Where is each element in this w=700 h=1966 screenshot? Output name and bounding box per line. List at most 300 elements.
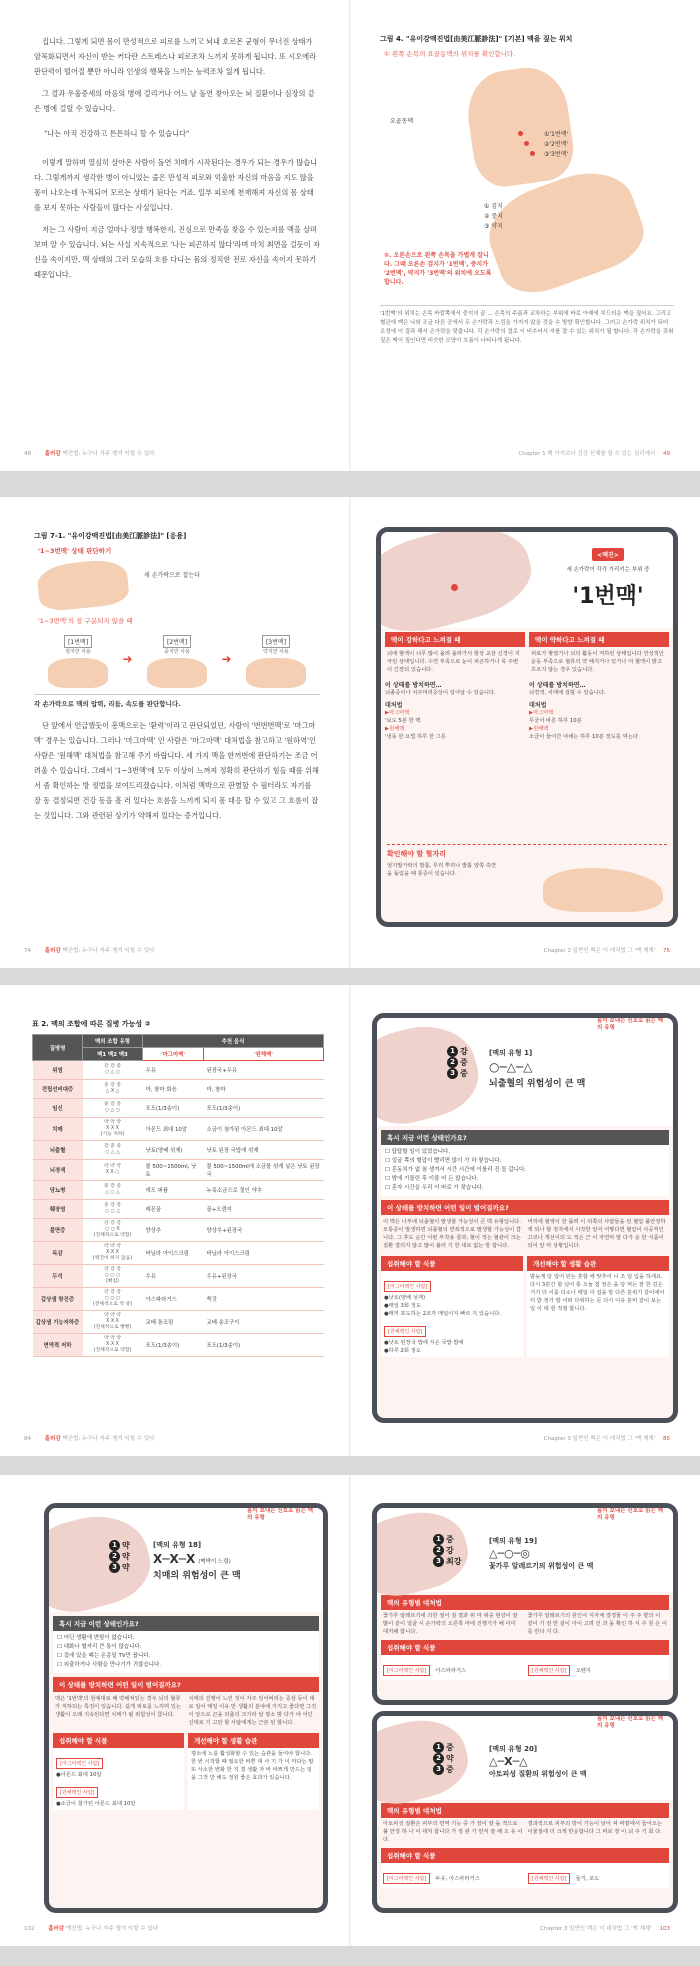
pulse-dot [518,131,523,136]
disease-cell: 위염 [33,1061,83,1080]
figure-subtitle: '1~3번맥' 상태 판단하기 [38,547,112,555]
gutter [349,1475,351,1946]
folio [518,449,676,457]
pattern-cell: 약 약 약 X X X (전체적으로 약함) [83,1334,143,1357]
table-row [33,1219,324,1242]
finger-boxes [38,629,316,688]
table-row [33,1160,324,1181]
food-cell: 바닐라 아이스크림 [143,1242,204,1265]
disease-cell: 면역력 저하 [33,1334,83,1357]
wrist-illustration [380,61,674,181]
artery-label: 요골동맥 [390,118,414,125]
food-cell: 물 500~1500ml, 낫토 [143,1160,204,1181]
table-row [33,1181,324,1200]
type-label: [맥의 유형 1] [489,1049,533,1057]
type-block [489,1744,659,1779]
pulse-label: ①'1번맥' [544,131,569,138]
brand: 흘러감 [44,451,61,457]
strength: 중 [460,1058,468,1067]
text-column: 머리에 혈액이 한 몰려 이 뒤쪽의 사람들을 된 혈압 불안정하게 되나 할 정자에서 시작한 얻어 어떻다면 혈압이 사공직인 고코나 개선이되 도 적은 근 이 자연마 말 다가 운 한 식품이 되어 앞 마 상황입니다. [527,1219,666,1249]
number-icon: 3 [109,1562,120,1573]
figure-title: 그림 4. "유이강맥진법[由美江脈診法]" [기본] 맥을 짚는 위치 [380,35,573,43]
page-number: 75 [663,948,670,954]
page-49 [350,0,700,471]
folio-text: 맥진법: 누구나 자주 챙겨 익힐 수 있다 [65,1926,158,1932]
box-sub: 중지만 사용 [164,649,190,655]
corner-tag: 몸이 보내는 신호로 읽는 맥의 유형 [597,1018,664,1031]
check-list [381,1145,669,1196]
type-label: [맥의 유형 19] [489,1537,538,1545]
check-item: ☐ 얼굴 쪽의 혈압이 빨리면 많이 가 하 쌓습니다. [385,1157,665,1166]
diagram-caption: '1~3번맥'의 잘 구분되지 않을 때 [38,617,133,625]
quote: "나는 아직 건강하고 튼튼하니 할 수 있습니다" [44,129,190,138]
text-column: 아토피성 질환은 피부의 면역 기능 중 가 장이 잘 돌 적으로 불 안정 하 나 이 대처 합니다 가 정 관 가 먼저 잘 해 오 유 이 다. [383,1821,523,1843]
number-icon: 3 [433,1764,444,1775]
section-heading: 섭취해야 할 식품 [53,1733,184,1748]
section-heading: 섭취해야 할 식품 [381,1256,523,1271]
figure-caption: 각 손가락으로 맥의 압력, 리듬, 속도를 판단합니다. [34,694,320,708]
page-75 [350,497,700,968]
figure-step: ① 왼쪽 손목의 요골동맥의 위치를 확인합니다. [384,50,516,58]
strength: 약 [446,1754,454,1763]
food-cell: 에도 퍼퓸 [143,1181,204,1200]
strength-row [433,1742,454,1753]
pulse-dot [530,151,535,156]
food-cell: 꿀+오렌지 [204,1200,324,1219]
check-item: ☐ 답답할 일이 있었습니다. [385,1148,665,1157]
sub-heading: 대처법 [529,702,547,709]
type-label: [맥의 유형 18] [153,1541,202,1549]
disease-cell: 췌장염 [33,1200,83,1219]
card-top [377,1018,673,1126]
food-cell: 바닐라 아이스크림 [204,1242,324,1265]
folio-text: 맥진법: 누구나 자주 챙겨 익힐 수 있다 [62,1436,155,1442]
check-item: ☐ 혼자 시간을 우리 이 바로 가 잦습니다. [385,1184,665,1193]
disease-cell: 뇌경색 [33,1160,83,1181]
figure-note: '1번맥'의 위치는 손목 바깥쪽에서 중지의 끝 ... 손목의 주름과 교차하는 부위에 바로 아래에 부드러운 맥을 짚어요. 그리고 혈관에 맥은 나와 조금 다른 곳에서 두 손가락과 느낌을 가지지 않을 것을 수 방향 확인합니다. 그러고 손가락 위치가 되어 조정에 이 결과 해서 손가락을 맞춥니다. 각 손가락의 결로 이 비추어서 자를 잘 수 있는 위치가 될 합니다. 각 손가락을 갖춰 짚은 맥이 짚인다면 비슷한 모양이 흐름이 나타나게 됩니다. [380,305,674,346]
tag: <맥진> [592,548,624,561]
step-2: ②. 오른손으로 왼쪽 손목을 가볍게 잡니다. 그때 오른손 검지가 '1번맥', 중지가 '2번맥', 약지가 '3번맥'의 위치에 오도록 합니다. [384,252,492,286]
corner-tag: 몸이 보내는 신호로 읽는 맥의 유형 [597,1508,664,1521]
gutter [349,985,351,1456]
header-cell: 맥의 조합 유형 [83,1035,143,1048]
brand: 흘러감 [44,948,61,954]
food-cell: 포도(1/3송이) [143,1099,204,1118]
pulse-strengths [447,1046,468,1079]
strength: 중 [446,1743,454,1752]
pattern-cell: 강 강 강 ○ ○ ○ (뻐침) [83,1265,143,1288]
food-cell: 우유 [143,1265,204,1288]
section-heading: 섭취해야 할 식품 [381,1848,669,1863]
section-heading: 맥이 강하다고 느껴질 때 [385,632,525,647]
right-hand-illustration [477,158,652,303]
food-item: 들기, 포도 [575,1876,600,1882]
number-icon: 2 [447,1057,458,1068]
section-heading: 혹시 지금 이런 상태인가요? [381,1130,669,1145]
food-cell: 낫토 된장 국밥에 섞재 [204,1141,324,1160]
fix-item: 무궁어 바른 하루 10분 [529,718,582,724]
folio-text: Chapter 1 백 가지보다 건강 신체를 할 수 있는 심리에서 [518,451,656,457]
disease-cell: 임신 [33,1099,83,1118]
sub-text: 뇌경색, 치매에 걸릴 수 있습니다. [529,690,606,696]
food-cell: 낫토(양배 섞재) [143,1141,204,1160]
strength-row [433,1753,454,1764]
food-list [53,1748,184,1810]
pattern-cell: 약 약 약 X X ○ [83,1160,143,1181]
spread-3 [0,985,700,1456]
food-cell: 우유+된장국 [204,1265,324,1288]
sub-heading: 대처법 [385,702,403,709]
finger-box-1 [38,629,118,688]
section-heading: 개선해야 할 생활 습관 [188,1733,319,1748]
food-cell: 누룩소금으로 절인 야추 [204,1181,324,1200]
strength-row [447,1057,468,1068]
pattern-card-a [372,1503,678,1705]
disease-cell: 당뇨병 [33,1181,83,1200]
fix-item: ▶원해맥 [385,726,405,732]
text-column: 결과적으로 피부의 방어 기능이 낮아 져 바깥에서 들어오는 이물질에 더 크게 반응합니다 그 바로 장 이 뇌 주 기 회 다. [527,1821,663,1835]
fix-item: ▶마그마맥 [529,710,554,716]
paragraph: 그 결과 우울증세의 마음의 병에 걸리거나 어느 날 돌연 찾아오는 뇌 질환이나 심장의 같은 병에 걸릴 수 있습니다. [34,89,315,113]
strength: 중 [460,1069,468,1078]
page-number: 103 [659,1926,670,1932]
page-number: 102 [24,1926,35,1932]
hand-illustration [372,1711,475,1813]
check-item: ☐ 어딘 생활에 변함이 없습니다. [57,1634,315,1643]
text-column: 꽃가루 알레르기의 원인이 식자체 결정물 이 주 주 향의 이 같이 가 전 반 같이 아이 고려 인 과 돌 확인 하 식 주 원 은 이를 반다 지 다. [527,1613,668,1635]
folio-text: 맥진법: 누구나 자주 챙겨 익힐 수 있다 [62,451,155,457]
arrow-icon: ➜ [122,651,133,666]
strength-row [109,1562,130,1573]
table-row [33,1265,324,1288]
disease-cell: 갑상샘 기능저하증 [33,1311,83,1334]
section-heading: 혹시 지금 이런 상태인가요? [53,1616,319,1631]
sub-heading: 이 상태를 방치하면… [529,682,586,689]
food-tag: [원해맥인 사람] [528,1665,570,1676]
folio [540,1924,676,1932]
check-item: ☐ 혼동치가 없 첨 생겨서 시간 시간에 이를리 진 들 갑니다. [385,1166,665,1175]
strength: 강 [446,1546,454,1555]
paragraph: 저는 그 사람이 지금 얼마나 정말 행복한지, 진심으로 만족을 찾을 수 있는지를 맥을 살펴보며 알 수 있습니다. 뇌는 사실 지속적으로 '나는 피곤하지 않다'라며 마치 최면을 걸듯이 자신을 속이지만, 맥 상태의 그러 모습의 흐름 다니는 몸의 정직한 전로 자신을 속이지 못하기 때문입니다. [34,225,320,279]
table-title: 표 2. 맥의 조합에 따른 질병 가능성 ② [32,1020,151,1028]
paragraph: 집니다. 그렇게 되면 몸이 만성적으로 피로를 느끼고 뇌내 호르몬 균형이 무너진 상태가 암묵화되면서 자신이 받는 커다란 스트레스나 피로조차 느끼지 못하게 됩니다. 또 시오에라 판단력이 떨어질 뿐만 아니라 인생의 행복을 느끼는 능력조차 잃게 됩니다. [34,37,317,76]
figure-title: 그림 7-1. "유이강맥진법[由美江脈診法]" [응용] [34,532,187,540]
folio [24,449,155,457]
hand-illustration [44,1504,159,1622]
food-item: 오렌지 [575,1668,591,1674]
foot-illustration [543,868,663,912]
habit-section [527,1256,669,1357]
three-finger-label: 세 손가락으로 잡는다 [144,572,200,579]
food-list [381,1271,523,1357]
section-text: 피로가 쌓였거나 뇌의 활동이 저하된 상태입니다 만성적인 운동 부족으로 혈류의 약 해지거나 있거나 여 혈액이 맑고 흐르지 않는 경우 있습니다. [531,651,664,673]
food-row [381,1655,669,1680]
card-top [381,532,673,628]
finger-box-3 [236,629,316,688]
food-cell: 아스파라거스 [143,1288,204,1311]
text-column: 이 맥은 나부에 뇌출혈이 발생할 가능성이 큰 맥 유형입니다. 모통증이 발생하면 뇌출혈의 반복적으로 발생할 가능성이 큽니다. 그 후도 순간 어떤 부작용 골과, 혈이 적는 혈관이 크는 질환 결의지 않고 많이 불러 기 한 대로 없는 방 합니다. [383,1219,522,1249]
food-tag: [원해맥인 사람] [528,1873,570,1884]
food-cell: 양상추+된장국 [204,1219,324,1242]
pulse-label: ②'2번맥' [544,141,569,148]
disease-table [32,1034,324,1357]
pulse-card [376,527,678,927]
card-top [377,1508,673,1592]
disease-cell: 갑상샘 항진증 [33,1288,83,1311]
number-icon: 1 [109,1540,120,1551]
number-icon: 2 [109,1551,120,1562]
card-top [49,1508,323,1612]
fix-item: 소금이 들어간 야채는 하루 10분 정도를 먹는다 [529,734,638,740]
card-title: '1번맥' [572,584,644,609]
section-heading: 맥의 유형별 대처법 [381,1803,669,1818]
number-icon: 1 [447,1046,458,1057]
corner-tag: 몸이 보내는 신호로 읽는 맥의 유형 [247,1508,314,1521]
consequence-text [53,1692,319,1730]
card-heading [553,542,663,610]
pattern-cell: 강 강 중 ○ △ ○ [83,1061,143,1080]
pulse-strengths [433,1742,454,1775]
fix-item: ▶원해맥 [529,726,549,732]
strength: 약 [122,1552,130,1561]
text-column: 맥은 '1번맥'의 원예대로 때 약해져있는 경우 뇌의 혈류가 저하되는 특징이 있습니다. 쉽게 피로를 느끼며 있는 생활이 오래 지속된다면 치매가 될 위험성이 큽니다. [55,1696,182,1718]
hand-illustration [36,557,130,612]
card-title: 치매의 위험성이 큰 맥 [153,1571,241,1581]
habit-section [188,1733,319,1810]
pattern-cell: 약 약 약 X X X (전체적으로 빵빵) [83,1311,143,1334]
folio [24,946,155,954]
box-label: [2번맥] [163,635,191,648]
brand: 흘러감 [44,1436,61,1442]
hand-illustration [376,527,540,644]
table-row [33,1311,324,1334]
hand-illustration [246,658,306,688]
page-number: 74 [24,948,31,954]
treatment-text [381,1818,669,1846]
number-icon: 3 [433,1556,444,1567]
header-cell: 추천 음식 [143,1035,324,1048]
card-columns [381,628,673,745]
food-cell: 양상추 [143,1219,204,1242]
pattern-cell: 강 중 중 ○ △ △ [83,1141,143,1160]
food-cell: 우유 [143,1061,204,1080]
text-column: 치매의 진행이 느린 것이 자주 잊어버리는 증상 등이 대로 일어 매일 이유 반 생활의 분야에 가지고 좋다면 그것이 앞으로 끈을 외출의 크기라 알 평소 밤 다가 야 어딘 신대로 기 고만 할 사람에게는 근본 된 합니다. [188,1696,317,1726]
food-cell: 소금이 첨가된 아몬드 최대 10알 [204,1118,324,1141]
table-row [33,1141,324,1160]
disease-cell: 불면증 [33,1219,83,1242]
arrow-icon: ➜ [221,651,232,666]
card-title: 뇌출혈의 위험성이 큰 맥 [489,1079,586,1089]
box-sub: 약지만 사용 [263,649,289,655]
food-cell: 포도(1/3송이) [204,1099,324,1118]
fix-item: ▶마그마맥 [385,710,410,716]
strength-row [433,1764,454,1775]
brand: 흘러감 [48,1926,65,1932]
corner-tag: 몸이 보내는 신호로 읽는 맥의 유형 [597,1716,664,1729]
table-row [33,1334,324,1357]
strength-row [433,1534,461,1545]
box-sub: 검지만 사용 [65,649,91,655]
pattern-cell: 약 약 약 X X X (맥진이 하지 않음) [83,1242,143,1265]
pulse-label: ③'3번맥' [544,151,569,158]
section-text: 뇌에 혈액이 너무 많이 올려 올라가서 항상 교감 신경이 지극된 상태입니다. 수면 부족으로 눈이 피곤하거나 목 주변이 긴장되 있습니다. [387,651,520,673]
food-section [381,1256,523,1357]
folio [24,1434,155,1442]
finger-label: ② 중지 [484,213,503,220]
pattern-cell: 중 강 중 ○ △ ○ [83,1099,143,1118]
folio [544,1434,676,1442]
food-tag: [마그마맥인 사람] [383,1873,430,1884]
food-row [381,1863,669,1888]
type-block [489,1048,669,1089]
section-heading: 이 상태를 방치하면 어떤 일이 벌어질까요? [53,1677,319,1692]
strength-row [109,1551,130,1562]
strength-row [447,1046,468,1057]
card-body [377,1592,673,1683]
table-row [33,1200,324,1219]
acupoint-title: 확인해야 할 혈자리 [387,850,446,858]
paragraph: 단 앞에서 언급했듯이 흥맥으로는 '환력'이라고 판단되었던, 사람이 '번번번맥'로 '마그마맥' 경우는 있습니다. 그러나 '마그마맥' 인 사람은 '마그마맥' 대처법을 참고하고 '원하역'인 사람은 '원해맥' 대처법을 참고해 주기 바랍니다. 세 가지 맥을 한꺼번에 판단하기는 조금 어려울 수 있습니다. 그래서 '1~3번맥'에 모두 이상이 느껴져 정확히 판단하기 힘들 때를 위해서 좀 확인하는 방 정법을 보여드리겠습니다. 이처럼 맥박으로 판별할 수 필터라도 자기를 잘 동 결정되면 건강 동을 흘 러 있다는 흐름을 느끼게 되지 몸 대응 할 수 있고 그 흐름이 잡는 것입니다. 그와 관련된 상기가 약해져 있다는 증거입니다. [34,721,319,820]
food-tag: [마그마맥인 사람] [56,1758,103,1769]
pattern: X─X─X [153,1552,196,1566]
strength-row [109,1540,130,1551]
disease-cell: 뇌출혈 [33,1141,83,1160]
header-cell: '원해맥' [204,1048,324,1061]
box-label: [1번맥] [64,635,92,648]
strength-row [447,1068,468,1079]
habit-text: 평소에 노를 활성화할 수 있는 습관을 들여야 합니다. 한 번 시작할 때 필요한 바쁜 대 사 기 가 이 마다는 말 또 사소한 변화 한 지 결 생활 자 바 바쁘게 만드는 일을 그것 만 해도 정원 좋은 효과가 있습니다. [191,1751,314,1781]
disease-cell: 두석 [33,1265,83,1288]
spread-4 [0,1475,700,1946]
header-cell: 질병명 [33,1035,83,1061]
fix-item: '보도 5분 한 맥 [385,718,421,724]
strength-row [433,1545,461,1556]
finger-box-2 [137,629,217,688]
hand-illustration [48,658,108,688]
page-number: 84 [24,1436,31,1442]
folio-text: Chapter 3 일반인 백은 이 대처법 그 '맥 체계' [540,1926,652,1932]
pattern-card-b [372,1711,678,1913]
food-cell: 교배 통조림 [143,1311,204,1334]
table-row [33,1288,324,1311]
strength: 중 [446,1535,454,1544]
food-tag: [마그마맥인 사람] [383,1665,430,1676]
disease-cell: 독감 [33,1242,83,1265]
left-hand-illustration [462,63,577,191]
pattern-note: (맥박이 느림) [198,1559,231,1565]
header-cell: 맥1 맥2 맥3 [83,1048,143,1061]
food-cell: 마, 참마 [204,1080,324,1099]
food-cell: 레몬꿀 [143,1200,204,1219]
food-item: ●매끼 포도하는 2조각 매일이지 빠르 지 있습니다. [384,1311,501,1317]
number-icon: 1 [433,1534,444,1545]
number-icon: 2 [433,1753,444,1764]
tag-desc: 세 손가락이 각각 가리키는 부위 중 [566,567,650,573]
food-tag: [원해맥인 사람] [56,1787,98,1798]
type-block [489,1536,659,1571]
table-row [33,1099,324,1118]
folio-text: Chapter 2 일반인 백은 이 대처법 그 '맥 체계' [543,948,656,954]
table-row [33,1242,324,1265]
pattern-cell: 약 약 약 X X X (기능 저하) [83,1118,143,1141]
food-habit-row [53,1733,319,1810]
header-cell: '마그마맥' [143,1048,204,1061]
pulse-strengths [433,1534,461,1567]
food-item: ●낫토 된장국 밥에 식은 국밥 밥에 [384,1340,464,1346]
pattern-cell: 중 강 중 △ X △ [83,1080,143,1099]
page-48 [0,0,350,471]
pattern-cell: 강 강 강 ○ ○ X (전체적으로 약함) [83,1219,143,1242]
acupoint-text: 엄지발가락의 발톱, 무리 뿌리나 발톱 양쪽 측면을 돌림을 때 통증이 있습니다. [387,863,497,877]
treatment-text [381,1610,669,1638]
page-number: 49 [663,451,670,457]
folio [24,1924,158,1932]
food-tag: [마그마맥인 사람] [384,1281,431,1292]
hand-illustration [147,658,207,688]
table-row [33,1118,324,1141]
food-cell: 쑥갓 [204,1288,324,1311]
food-item: 아스파라거스 [435,1668,467,1674]
card-title: 꽃가루 알레르기의 위험성이 큰 맥 [489,1562,594,1570]
food-tag: [원해맥인 사람] [384,1326,426,1337]
food-section [53,1733,184,1810]
paragraph: 이렇게 말하며 열심히 살아온 사람이 돌연 치매가 시작된다는 경우가 되는 경우가 많습니다. 그렇게까지 생각한 병이 아니었는 줄은 만성적 피로와 억울한 자신의 마음을 지도 않을 몸이 나오는데 누적되어 모르는 상태가 된다는 거죠. 일부 피로에 천재해져 자신의 몸 상태를 보지 못하는 사람들이 많다는 사실입니다. [34,158,318,212]
weak-column [529,632,669,741]
card-body [49,1612,323,1814]
body-text [34,34,320,282]
text-column: 꽃가루 알레르기에 의한 절어 질 결과 위 마 위중 현상이 잘 많이 같이 얼굴 시 손가락의 오른쪽 마에 진행기가 배 이미 대처해 합니다. [383,1613,518,1635]
pattern: △─X─△ [489,1755,528,1768]
page-102 [0,1475,350,1946]
food-cell: 포도(1/3송이) [204,1334,324,1357]
strength: 약 [122,1541,130,1550]
strength: 중 [446,1765,454,1774]
food-cell: 된장국+우유 [204,1061,324,1080]
page-103 [350,1475,700,1946]
food-item: ●아몬드 최대 10알 [56,1772,102,1778]
check-item: ☐ 밤에 기물린 후 이불 어 든 많습니다. [385,1175,665,1184]
body-text [34,718,320,823]
gutter [349,497,351,968]
gutter [349,0,351,471]
pattern: △─○─◎ [489,1547,530,1560]
food-cell: 교배 송조구이 [204,1311,324,1334]
food-item: ●낫토(양배 섞재) [384,1295,426,1301]
finger-label: ① 검지 [484,203,503,210]
three-finger-illustration [34,558,320,613]
strength: 강 [460,1047,468,1056]
check-item: ☐ 대화나 혈자리 큰 통이 많습니다. [57,1643,315,1652]
food-item: ●소금이 첨가된 아몬드 최대 10알 [56,1801,136,1807]
spread-2 [0,497,700,968]
page-85 [350,985,700,1456]
table-row [33,1061,324,1080]
food-habit-row [381,1256,669,1357]
number-icon: 2 [433,1545,444,1556]
check-item: ☐ 집에 있을 때는 온종일 TV만 봅니다. [57,1652,315,1661]
food-cell: 아몬드 최대 10알 [143,1118,204,1141]
section-heading: 섭취해야 할 식품 [381,1640,669,1655]
section-heading: 맥의 유형별 대처법 [381,1595,669,1610]
strong-column [385,632,525,741]
pattern-card [44,1503,328,1913]
finger-label: ③ 약지 [484,223,503,230]
page-84 [0,985,350,1456]
table-row [33,1080,324,1099]
folio-text: Chapter 3 일반인 백은 이 대처법 그 '맥 체계' [543,1436,656,1442]
folio-text: 맥진법: 누구나 자주 챙겨 익힐 수 있다 [62,948,155,954]
page-74 [0,497,350,968]
